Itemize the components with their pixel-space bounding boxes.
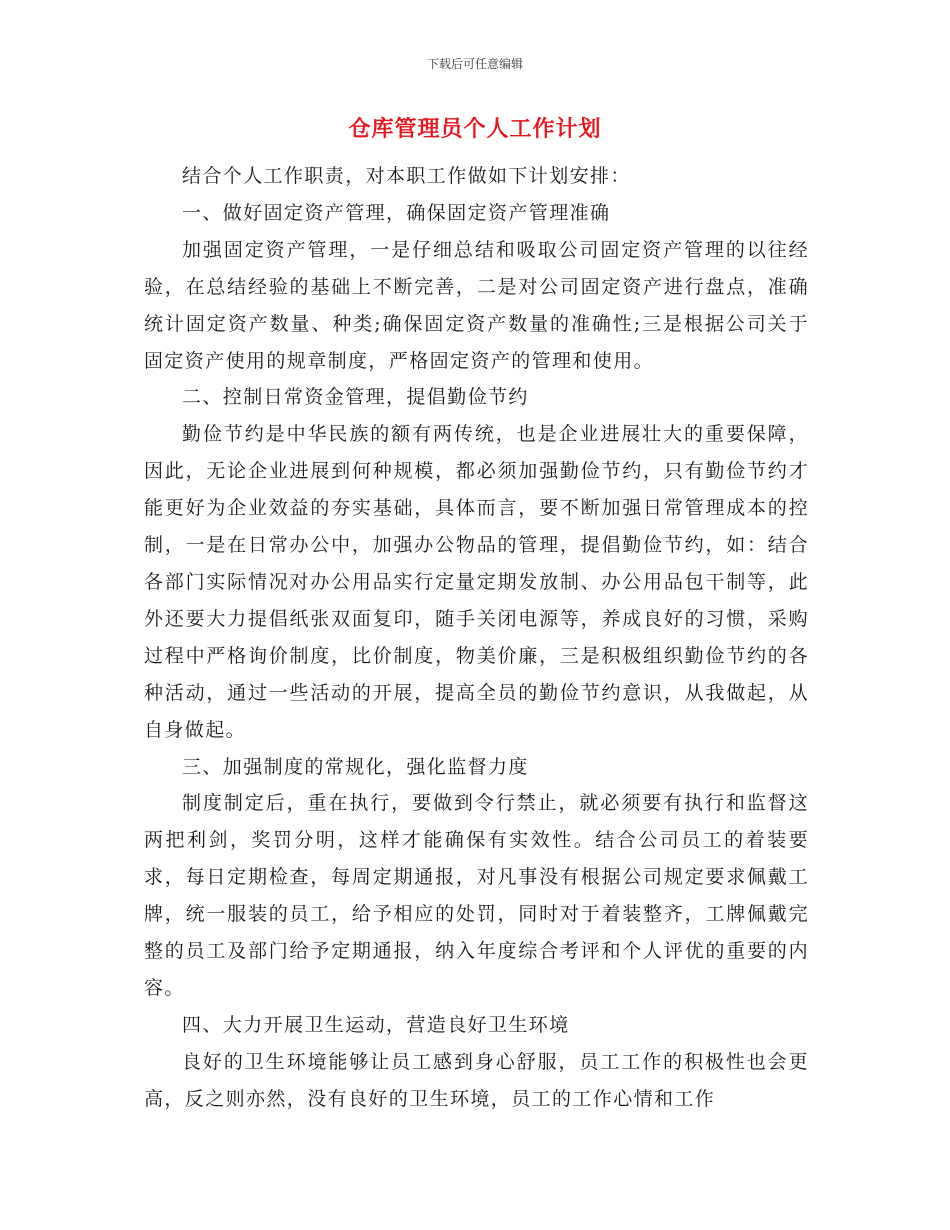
paragraph-section-3: 制度制定后，重在执行，要做到令行禁止，就必须要有执行和监督这两把利剑，奖罚分明，这样才能确保有实效性。结合公司员工的着装要求，每日定期检查，每周定期通报，对凡事没有根据公司规定要求佩戴工牌，统一服装的员工，给予相应的处罚，同时对于着装整齐，工牌佩戴完整的员工及部门给予定期通报，纳入年度综合考评和个人评优的重要的内容。 xyxy=(144,792,809,999)
document-title: 仓库管理员个人工作计划 xyxy=(348,117,602,142)
section-heading-3: 三、加强制度的常规化，强化监督力度 xyxy=(182,755,529,778)
paragraph-intro: 结合个人工作职责，对本职工作做如下计划安排： xyxy=(182,165,631,187)
paragraph-section-1: 加强固定资产管理，一是仔细总结和吸取公司固定资产管理的以往经验，在总结经验的基础上不断完善，二是对公司固定资产进行盘点，准确统计固定资产数量、种类;确保固定资产数量的准确性;三是根据公司关于固定资产使用的规章制度，严格固定资产的管理和使用。 xyxy=(144,238,809,372)
paragraph-section-2: 勤俭节约是中华民族的额有两传统，也是企业进展壮大的重要保障，因此，无论企业进展到何种规模，都必须加强勤俭节约，只有勤俭节约才能更好为企业效益的夯实基础，具体而言，要不断加强日常管理成本的控制，一是在日常办公中，加强办公物品的管理，提倡勤俭节约，如：结合各部门实际情况对办公用品实行定量定期发放制、办公用品包干制等，此外还要大力提倡纸张双面复印，随手关闭电源等，养成良好的习惯，采购过程中严格询价制度，比价制度，物美价廉，三是积极组织勤俭节约的各种活动，通过一些活动的开展，提高全员的勤俭节约意识，从我做起，从自身做起。 xyxy=(144,423,809,741)
document-body xyxy=(144,158,809,1118)
paragraph-section-4: 良好的卫生环境能够让员工感到身心舒服，员工工作的积极性也会更高，反之则亦然，没有良好的卫生环境，员工的工作心情和工作 xyxy=(144,1050,809,1110)
section-heading-4: 四、大力开展卫生运动，营造良好卫生环境 xyxy=(182,1013,570,1036)
section-heading-1: 一、做好固定资产管理，确保固定资产管理准确 xyxy=(182,201,611,224)
page-header-note: 下载后可任意编辑 xyxy=(426,57,523,71)
section-heading-2: 二、控制日常资金管理，提倡勤俭节约 xyxy=(182,386,529,409)
